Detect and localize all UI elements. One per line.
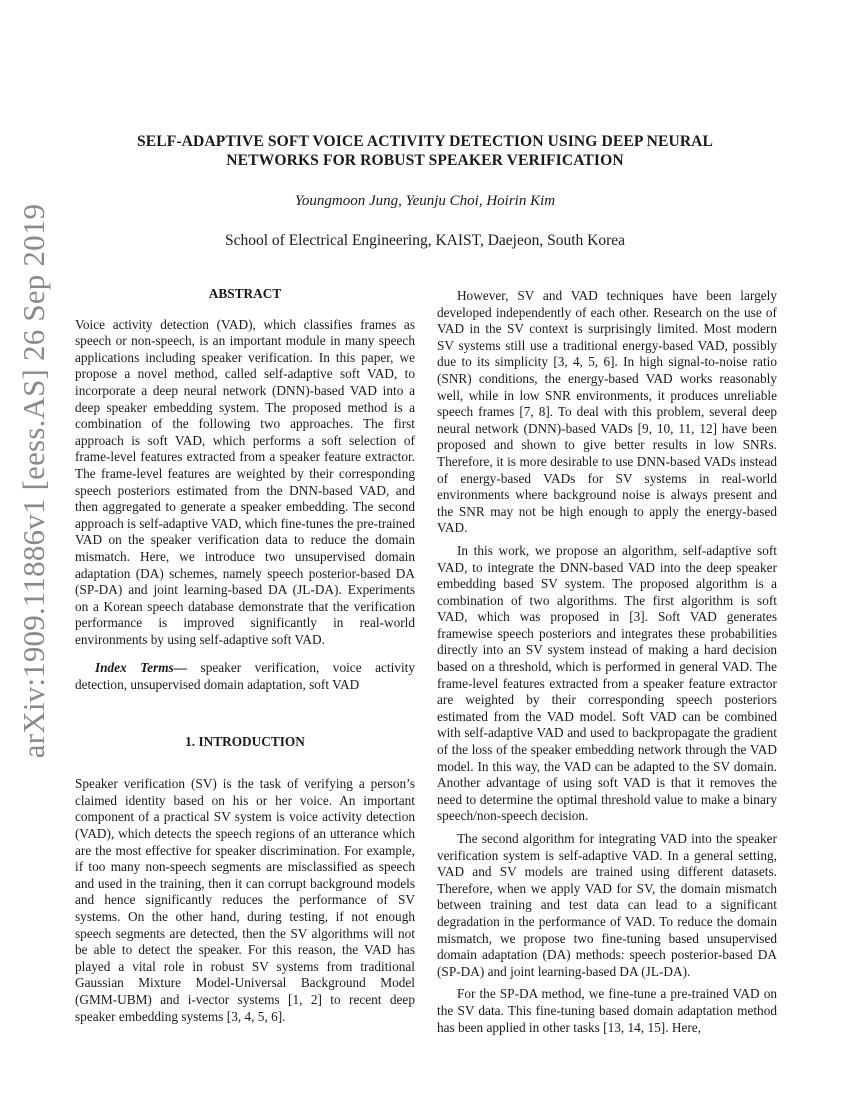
index-terms-label: Index Terms—	[94, 660, 188, 676]
body-paragraph-3: The second algorithm for integrating VAD into the speaker verification system is self-adaptive VAD. In a general setting, VAD and SV models are trained using different datasets. Therefore, when we apply VAD for SV, the domain mismatch between training and test data can lead to a significant degradation in the performance of VAD. To reduce the domain mismatch, we propose two fine-tuning based unsupervised domain adaptation (DA) methods: speech posterior-based DA (SP-DA) and joint learning-based DA (JL-DA).	[437, 831, 777, 979]
right-column	[437, 288, 777, 1036]
body-paragraph-1: However, SV and VAD techniques have been largely developed independently of each other. Research on the use of VAD in the SV context is surprisingly limited. Most modern SV systems still use a traditional energy-based VAD, possibly due to its simplicity [3, 4, 5, 6]. In high signal-to-noise ratio (SNR) conditions, the energy-based VAD works reasonably well, while in low SNR environments, it produces unreliable speech frames [7, 8]. To deal with this problem, several deep neural network (DNN)-based VADs [9, 10, 11, 12] have been proposed and shown to give better results in low SNRs. Therefore, it is more desirable to use DNN-based VADs instead of energy-based VADs for SV systems in real-world environments where background noise is always present and the SNR may not be high enough to apply the energy-based VAD.	[437, 288, 777, 536]
arxiv-identifier-stamp	[8, 203, 60, 759]
arxiv-identifier: arXiv:1909.11886v1 [eess.AS] 26 Sep 2019	[16, 203, 51, 759]
paper-title: SELF-ADAPTIVE SOFT VOICE ACTIVITY DETECTION USING DEEP NEURAL NETWORKS FOR ROBUST SPEAKER VERIFICATION	[136, 133, 714, 169]
left-column	[75, 286, 415, 1025]
abstract-heading: ABSTRACT	[208, 286, 282, 301]
index-terms-text: speaker verification, voice activity detection, unsupervised domain adaptation, soft VAD	[75, 660, 416, 693]
author-list: Youngmoon Jung, Yeunju Choi, Hoirin Kim	[294, 193, 556, 209]
affiliation: School of Electrical Engineering, KAIST, Daejeon, South Korea	[224, 232, 625, 249]
introduction-heading: 1. INTRODUCTION	[185, 733, 305, 749]
body-paragraph-2: In this work, we propose an algorithm, self-adaptive soft VAD, to integrate the DNN-based VAD into the deep speaker embedding based SV system. The proposed algorithm is a combination of two algorithms. The first algorithm is soft VAD, which was proposed in [3]. Soft VAD generates framewise speech posteriors and integrates these probabilities directly into an SV system instead of making a hard decision based on a threshold, which is performed in general VAD. The frame-level features extracted from a speaker feature extractor are weighted by their corresponding speech posteriors estimated from the VAD model. Soft VAD can be combined with self-adaptive VAD and used to backpropagate the gradient of the loss of the speaker embedding network through the VAD model. In this way, the VAD can be adapted to the SV domain. Another advantage of using soft VAD is that it removes the need to determine the optimal threshold value to make a binary speech/non-speech decision.	[437, 542, 777, 824]
abstract-text: Voice activity detection (VAD), which classifies frames as speech or non-speech, is an important module in many speech applications including speaker verification. In this paper, we propose a novel method, called self-adaptive soft VAD, to incorporate a deep neural network (DNN)-based VAD into a deep speaker embedding system. The proposed method is a combination of the following two approaches. The first approach is soft VAD, which performs a soft selection of frame-level features extracted from a speaker feature extractor. The frame-level features are weighted by their corresponding speech posteriors estimated from the DNN-based VAD, and then aggregated to generate a speaker embedding. The second approach is self-adaptive VAD, which fine-tunes the pre-trained VAD on the speaker verification data to reduce the domain mismatch. Here, we introduce two unsupervised domain adaptation (DA) schemes, namely speech posterior-based DA (SP-DA) and joint learning-based DA (JL-DA). Experiments on a Korean speech database demonstrate that the verification performance is improved significantly in real-world environments by using self-adaptive soft VAD.	[75, 316, 415, 647]
introduction-paragraph: Speaker verification (SV) is the task of verifying a person’s claimed identity based on his or her voice. An important component of a practical SV system is voice activity detection (VAD), which detects the speech regions of an utterance which are the most effective for speaker discrimination. For example, if too many non-speech segments are misclassified as speech and used in the training, then it can corrupt background models and hence significantly reduces the performance of SV systems. On the other hand, during testing, if not enough speech segments are detected, then the SV algorithms will not be able to detect the speaker. For this reason, the VAD has played a vital role in robust SV systems from traditional Gaussian Mixture Model-Universal Background Model (GMM-UBM) and i-vector systems [1, 2] to recent deep speaker embedding systems [3, 4, 5, 6].	[75, 776, 415, 1024]
index-terms	[75, 660, 415, 693]
body-paragraph-4: For the SP-DA method, we fine-tune a pre-trained VAD on the SV data. This fine-tuning based domain adaptation method has been applied in other tasks [13, 14, 15]. Here,	[437, 986, 777, 1035]
